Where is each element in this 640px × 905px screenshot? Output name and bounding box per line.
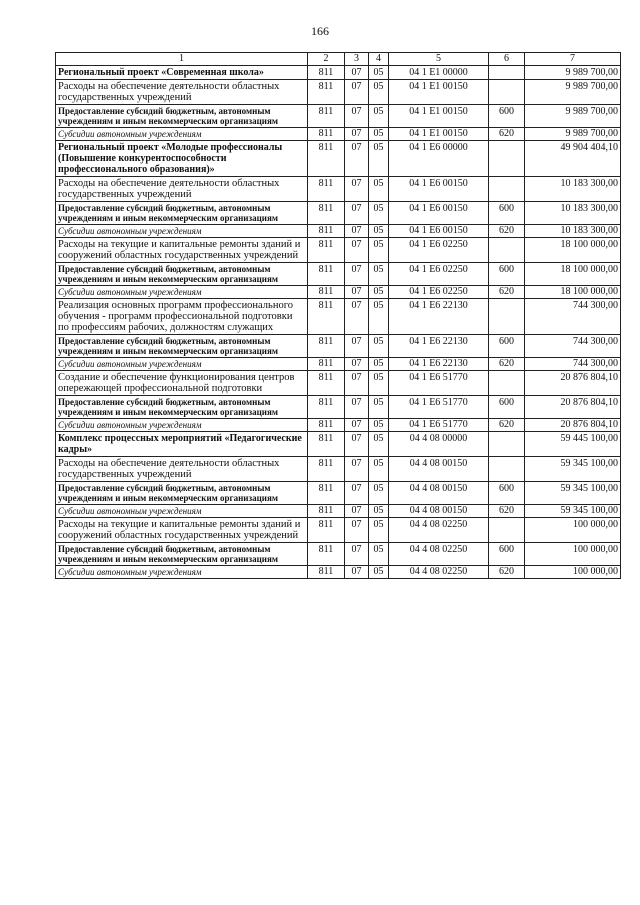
row-expense-type: 600 (489, 105, 525, 128)
row-target-article: 04 4 08 00150 (389, 482, 489, 505)
row-expense-type (489, 371, 525, 396)
table-row (56, 432, 621, 457)
row-amount: 9 989 700,00 (525, 80, 621, 105)
row-expense-type (489, 238, 525, 263)
row-amount: 10 183 300,00 (525, 177, 621, 202)
row-subsection-code: 05 (369, 482, 389, 505)
row-target-article: 04 1 E6 51770 (389, 419, 489, 432)
row-section-code: 07 (345, 263, 369, 286)
row-amount: 18 100 000,00 (525, 286, 621, 299)
row-name: Предоставление субсидий бюджетным, автономным учреждениям и иным некоммерческим организациям (56, 543, 308, 566)
row-target-article: 04 1 E6 22130 (389, 358, 489, 371)
row-subsection-code: 05 (369, 432, 389, 457)
row-name: Субсидии автономным учреждениям (56, 358, 308, 371)
row-expense-type (489, 66, 525, 80)
row-expense-type: 620 (489, 566, 525, 579)
row-subsection-code: 05 (369, 396, 389, 419)
row-ministry-code: 811 (308, 66, 345, 80)
row-target-article: 04 1 E6 02250 (389, 263, 489, 286)
row-section-code: 07 (345, 505, 369, 518)
row-subsection-code: 05 (369, 66, 389, 80)
row-section-code: 07 (345, 80, 369, 105)
row-name: Комплекс процессных мероприятий «Педагогические кадры» (56, 432, 308, 457)
row-ministry-code: 811 (308, 396, 345, 419)
row-subsection-code: 05 (369, 263, 389, 286)
table-row (56, 177, 621, 202)
row-subsection-code: 05 (369, 543, 389, 566)
row-name: Предоставление субсидий бюджетным, автономным учреждениям и иным некоммерческим организациям (56, 396, 308, 419)
row-subsection-code: 05 (369, 419, 389, 432)
row-section-code: 07 (345, 177, 369, 202)
header-col-4: 4 (369, 53, 389, 66)
row-ministry-code: 811 (308, 371, 345, 396)
row-amount: 744 300,00 (525, 299, 621, 335)
table-row (56, 482, 621, 505)
table-row (56, 457, 621, 482)
row-section-code: 07 (345, 141, 369, 177)
row-ministry-code: 811 (308, 419, 345, 432)
row-expense-type: 620 (489, 286, 525, 299)
row-ministry-code: 811 (308, 141, 345, 177)
row-amount: 59 345 100,00 (525, 457, 621, 482)
row-section-code: 07 (345, 371, 369, 396)
row-section-code: 07 (345, 482, 369, 505)
row-section-code: 07 (345, 238, 369, 263)
row-section-code: 07 (345, 335, 369, 358)
row-target-article: 04 1 E6 00000 (389, 141, 489, 177)
row-amount: 9 989 700,00 (525, 66, 621, 80)
row-amount: 20 876 804,10 (525, 396, 621, 419)
row-name: Предоставление субсидий бюджетным, автономным учреждениям и иным некоммерческим организациям (56, 263, 308, 286)
row-target-article: 04 1 E6 00150 (389, 225, 489, 238)
row-subsection-code: 05 (369, 505, 389, 518)
table-row (56, 238, 621, 263)
row-section-code: 07 (345, 286, 369, 299)
row-target-article: 04 1 E6 51770 (389, 396, 489, 419)
row-name: Субсидии автономным учреждениям (56, 419, 308, 432)
row-target-article: 04 1 E1 00000 (389, 66, 489, 80)
table-row (56, 105, 621, 128)
row-amount: 9 989 700,00 (525, 128, 621, 141)
row-expense-type (489, 457, 525, 482)
budget-table (55, 52, 621, 579)
row-subsection-code: 05 (369, 371, 389, 396)
row-ministry-code: 811 (308, 202, 345, 225)
row-section-code: 07 (345, 225, 369, 238)
row-ministry-code: 811 (308, 105, 345, 128)
row-expense-type (489, 518, 525, 543)
row-subsection-code: 05 (369, 141, 389, 177)
table-row (56, 335, 621, 358)
table-row (56, 299, 621, 335)
row-name: Предоставление субсидий бюджетным, автономным учреждениям и иным некоммерческим организациям (56, 105, 308, 128)
row-subsection-code: 05 (369, 128, 389, 141)
row-ministry-code: 811 (308, 566, 345, 579)
row-subsection-code: 05 (369, 335, 389, 358)
row-amount: 20 876 804,10 (525, 419, 621, 432)
row-target-article: 04 4 08 00150 (389, 457, 489, 482)
row-subsection-code: 05 (369, 202, 389, 225)
row-amount: 100 000,00 (525, 518, 621, 543)
table-row (56, 518, 621, 543)
row-name: Расходы на текущие и капитальные ремонты зданий и сооружений областных государственных учреждений (56, 238, 308, 263)
row-expense-type: 600 (489, 396, 525, 419)
row-target-article: 04 4 08 00150 (389, 505, 489, 518)
row-amount: 9 989 700,00 (525, 105, 621, 128)
row-amount: 20 876 804,10 (525, 371, 621, 396)
row-expense-type (489, 177, 525, 202)
row-section-code: 07 (345, 105, 369, 128)
header-col-2: 2 (308, 53, 345, 66)
row-target-article: 04 1 E1 00150 (389, 105, 489, 128)
row-target-article: 04 1 E6 00150 (389, 202, 489, 225)
row-expense-type: 620 (489, 128, 525, 141)
row-ministry-code: 811 (308, 518, 345, 543)
row-ministry-code: 811 (308, 482, 345, 505)
row-subsection-code: 05 (369, 177, 389, 202)
table-row (56, 225, 621, 238)
row-expense-type: 600 (489, 335, 525, 358)
row-ministry-code: 811 (308, 335, 345, 358)
row-expense-type: 600 (489, 263, 525, 286)
row-name: Субсидии автономным учреждениям (56, 128, 308, 141)
row-ministry-code: 811 (308, 238, 345, 263)
row-target-article: 04 1 E6 22130 (389, 335, 489, 358)
table-row (56, 505, 621, 518)
row-target-article: 04 1 E1 00150 (389, 80, 489, 105)
row-ministry-code: 811 (308, 432, 345, 457)
row-expense-type (489, 141, 525, 177)
row-expense-type (489, 432, 525, 457)
row-ministry-code: 811 (308, 299, 345, 335)
row-target-article: 04 4 08 00000 (389, 432, 489, 457)
row-amount: 744 300,00 (525, 358, 621, 371)
row-ministry-code: 811 (308, 358, 345, 371)
row-amount: 10 183 300,00 (525, 202, 621, 225)
row-section-code: 07 (345, 202, 369, 225)
row-name: Расходы на текущие и капитальные ремонты зданий и сооружений областных государственных учреждений (56, 518, 308, 543)
table-row (56, 128, 621, 141)
table-row (56, 419, 621, 432)
row-name: Создание и обеспечение функционирования центров опережающей профессиональной подготовки (56, 371, 308, 396)
row-section-code: 07 (345, 358, 369, 371)
row-subsection-code: 05 (369, 457, 389, 482)
table-row (56, 80, 621, 105)
row-name: Субсидии автономным учреждениям (56, 566, 308, 579)
row-name: Региональный проект «Современная школа» (56, 66, 308, 80)
row-amount: 744 300,00 (525, 335, 621, 358)
row-name: Субсидии автономным учреждениям (56, 225, 308, 238)
table-row (56, 358, 621, 371)
row-name: Расходы на обеспечение деятельности областных государственных учреждений (56, 177, 308, 202)
row-ministry-code: 811 (308, 128, 345, 141)
row-section-code: 07 (345, 457, 369, 482)
row-name: Субсидии автономным учреждениям (56, 505, 308, 518)
row-section-code: 07 (345, 299, 369, 335)
row-subsection-code: 05 (369, 80, 389, 105)
row-section-code: 07 (345, 518, 369, 543)
row-section-code: 07 (345, 432, 369, 457)
table-row (56, 202, 621, 225)
row-expense-type (489, 299, 525, 335)
row-amount: 100 000,00 (525, 566, 621, 579)
row-section-code: 07 (345, 396, 369, 419)
row-amount: 49 904 404,10 (525, 141, 621, 177)
table-body (56, 66, 621, 579)
table-row (56, 396, 621, 419)
row-amount: 59 345 100,00 (525, 482, 621, 505)
header-col-1: 1 (56, 53, 308, 66)
row-name: Региональный проект «Молодые профессионалы (Повышение конкурентоспособности профессионального образования)» (56, 141, 308, 177)
row-name: Расходы на обеспечение деятельности областных государственных учреждений (56, 80, 308, 105)
row-section-code: 07 (345, 419, 369, 432)
row-section-code: 07 (345, 128, 369, 141)
row-expense-type: 620 (489, 419, 525, 432)
row-subsection-code: 05 (369, 566, 389, 579)
row-target-article: 04 1 E6 51770 (389, 371, 489, 396)
row-subsection-code: 05 (369, 358, 389, 371)
row-amount: 59 445 100,00 (525, 432, 621, 457)
row-ministry-code: 811 (308, 543, 345, 566)
row-subsection-code: 05 (369, 518, 389, 543)
row-name: Предоставление субсидий бюджетным, автономным учреждениям и иным некоммерческим организациям (56, 482, 308, 505)
row-target-article: 04 1 E6 00150 (389, 177, 489, 202)
row-ministry-code: 811 (308, 80, 345, 105)
row-ministry-code: 811 (308, 286, 345, 299)
table-row (56, 263, 621, 286)
table-row (56, 286, 621, 299)
header-col-6: 6 (489, 53, 525, 66)
row-ministry-code: 811 (308, 457, 345, 482)
row-subsection-code: 05 (369, 286, 389, 299)
row-subsection-code: 05 (369, 238, 389, 263)
row-target-article: 04 1 E6 02250 (389, 286, 489, 299)
row-target-article: 04 4 08 02250 (389, 543, 489, 566)
table-row (56, 66, 621, 80)
row-expense-type: 620 (489, 505, 525, 518)
row-amount: 18 100 000,00 (525, 238, 621, 263)
row-amount: 10 183 300,00 (525, 225, 621, 238)
row-expense-type: 600 (489, 482, 525, 505)
header-row (56, 53, 621, 66)
row-expense-type: 620 (489, 225, 525, 238)
row-subsection-code: 05 (369, 225, 389, 238)
row-name: Расходы на обеспечение деятельности областных государственных учреждений (56, 457, 308, 482)
row-subsection-code: 05 (369, 105, 389, 128)
row-section-code: 07 (345, 66, 369, 80)
row-target-article: 04 4 08 02250 (389, 566, 489, 579)
row-expense-type: 600 (489, 543, 525, 566)
row-target-article: 04 4 08 02250 (389, 518, 489, 543)
table-row (56, 141, 621, 177)
row-amount: 18 100 000,00 (525, 263, 621, 286)
row-subsection-code: 05 (369, 299, 389, 335)
row-amount: 59 345 100,00 (525, 505, 621, 518)
row-name: Предоставление субсидий бюджетным, автономным учреждениям и иным некоммерческим организациям (56, 335, 308, 358)
table-row (56, 566, 621, 579)
row-target-article: 04 1 E1 00150 (389, 128, 489, 141)
row-section-code: 07 (345, 566, 369, 579)
row-target-article: 04 1 E6 22130 (389, 299, 489, 335)
row-ministry-code: 811 (308, 177, 345, 202)
row-section-code: 07 (345, 543, 369, 566)
table-row (56, 371, 621, 396)
header-col-3: 3 (345, 53, 369, 66)
row-name: Предоставление субсидий бюджетным, автономным учреждениям и иным некоммерческим организациям (56, 202, 308, 225)
header-col-7: 7 (525, 53, 621, 66)
row-target-article: 04 1 E6 02250 (389, 238, 489, 263)
row-name: Реализация основных программ профессионального обучения - программ профессиональной подготовки по профессиям рабочих, должностям служащих (56, 299, 308, 335)
header-col-5: 5 (389, 53, 489, 66)
row-amount: 100 000,00 (525, 543, 621, 566)
page-number: 166 (311, 24, 329, 38)
table-row (56, 543, 621, 566)
row-ministry-code: 811 (308, 263, 345, 286)
row-expense-type (489, 80, 525, 105)
row-expense-type: 620 (489, 358, 525, 371)
row-expense-type: 600 (489, 202, 525, 225)
row-name: Субсидии автономным учреждениям (56, 286, 308, 299)
row-ministry-code: 811 (308, 505, 345, 518)
row-ministry-code: 811 (308, 225, 345, 238)
